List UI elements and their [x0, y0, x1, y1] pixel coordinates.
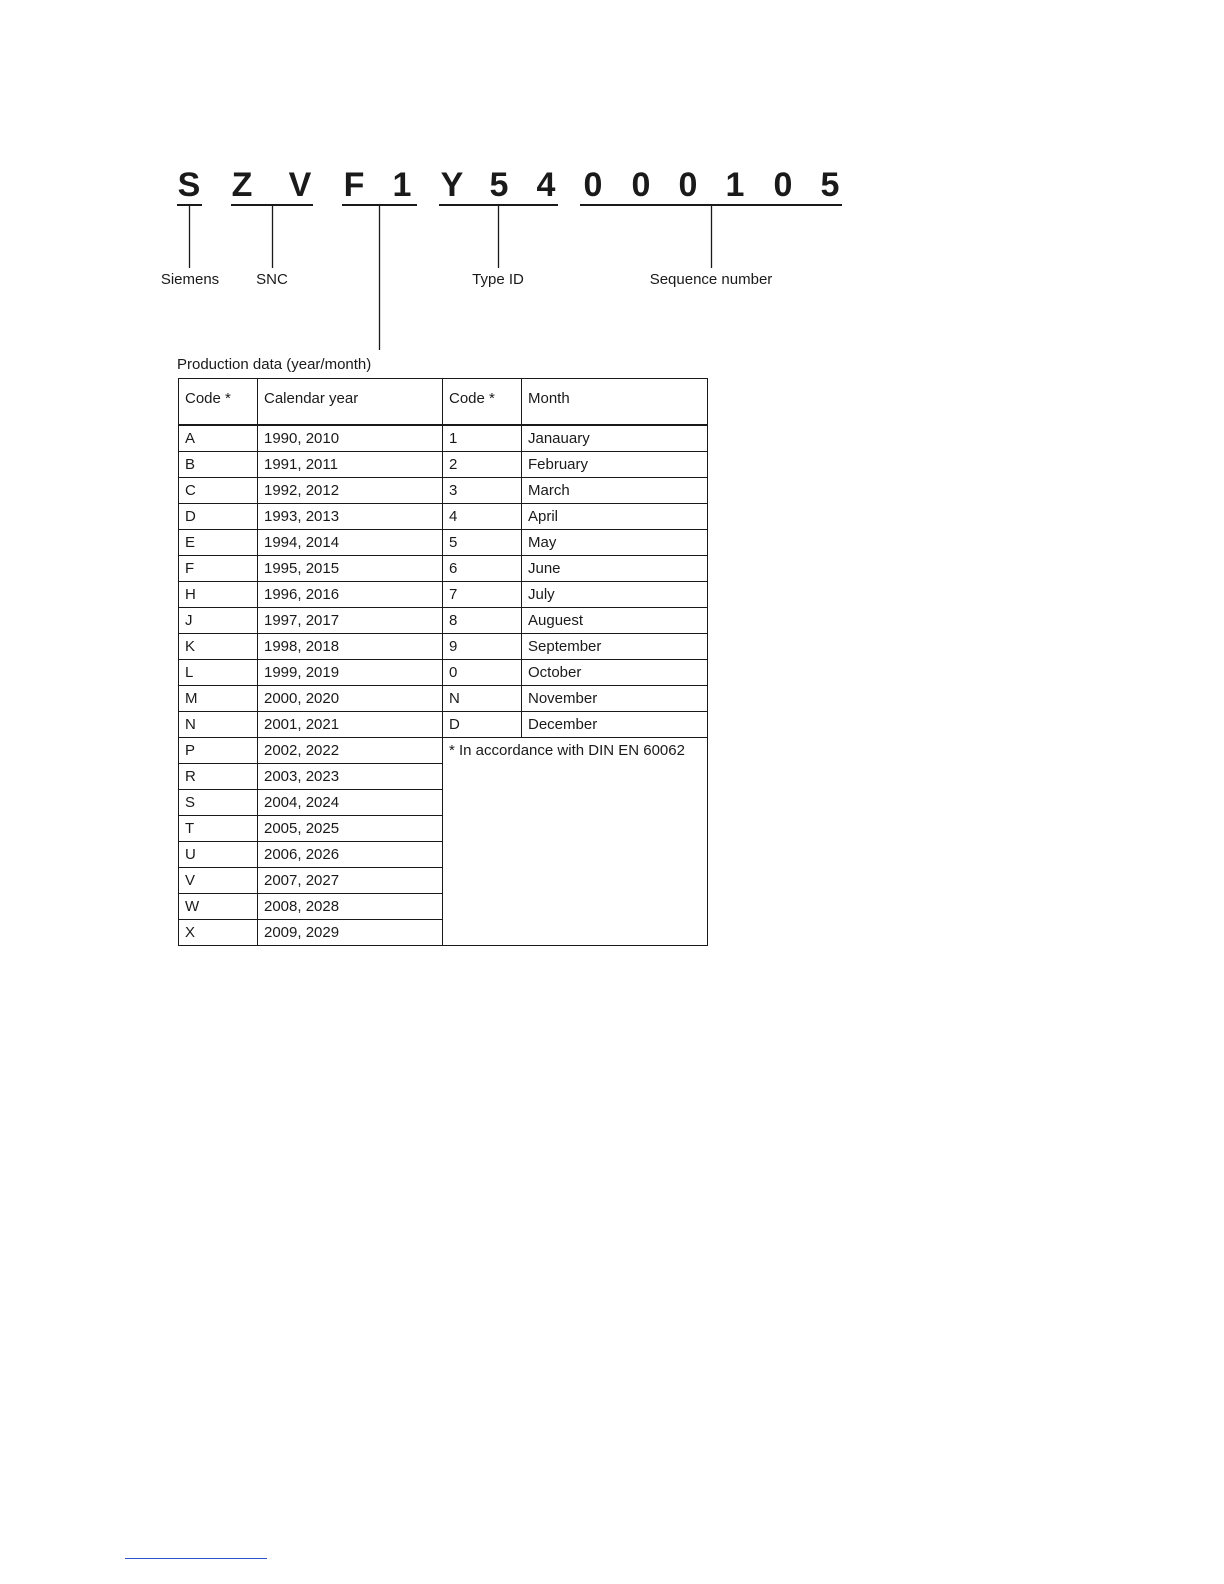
label-snc: SNC	[256, 271, 288, 288]
header-code-month: Code *	[443, 379, 522, 425]
table-row	[179, 451, 708, 477]
month-code-cell: D	[443, 711, 522, 737]
serial-char: 0	[678, 166, 698, 204]
month-code-cell: 4	[443, 503, 522, 529]
year-code-cell: N	[179, 711, 258, 737]
calendar-year-cell: 1995, 2015	[258, 555, 443, 581]
month-cell: September	[522, 633, 708, 659]
serial-char: F	[343, 166, 365, 204]
year-code-cell: T	[179, 815, 258, 841]
calendar-year-cell: 2009, 2029	[258, 919, 443, 945]
year-code-cell: S	[179, 789, 258, 815]
month-cell: Auguest	[522, 607, 708, 633]
label-siemens: Siemens	[160, 271, 220, 288]
production-code-table	[178, 378, 708, 946]
table-row	[179, 477, 708, 503]
month-code-cell: 0	[443, 659, 522, 685]
table-row	[179, 633, 708, 659]
month-code-cell: 8	[443, 607, 522, 633]
year-code-cell: K	[179, 633, 258, 659]
table-row	[179, 711, 708, 737]
serial-char: 4	[536, 166, 556, 204]
month-cell: April	[522, 503, 708, 529]
serial-char: 1	[392, 166, 412, 204]
year-code-cell: J	[179, 607, 258, 633]
month-cell: February	[522, 451, 708, 477]
calendar-year-cell: 2008, 2028	[258, 893, 443, 919]
calendar-year-cell: 2001, 2021	[258, 711, 443, 737]
calendar-year-cell: 2004, 2024	[258, 789, 443, 815]
serial-char: 0	[631, 166, 651, 204]
year-code-cell: E	[179, 529, 258, 555]
year-code-cell: X	[179, 919, 258, 945]
month-cell: July	[522, 581, 708, 607]
year-code-cell: L	[179, 659, 258, 685]
din-note: * In accordance with DIN EN 60062	[443, 737, 708, 945]
calendar-year-cell: 1990, 2010	[258, 425, 443, 452]
table-header-row	[179, 379, 708, 425]
year-code-cell: V	[179, 867, 258, 893]
month-code-cell: 2	[443, 451, 522, 477]
calendar-year-cell: 2000, 2020	[258, 685, 443, 711]
calendar-year-cell: 1999, 2019	[258, 659, 443, 685]
serial-char: V	[288, 166, 312, 204]
month-cell: November	[522, 685, 708, 711]
month-code-cell: 9	[443, 633, 522, 659]
calendar-year-cell: 1996, 2016	[258, 581, 443, 607]
year-code-cell: F	[179, 555, 258, 581]
calendar-year-cell: 2006, 2026	[258, 841, 443, 867]
table-row	[179, 581, 708, 607]
calendar-year-cell: 1998, 2018	[258, 633, 443, 659]
month-cell: June	[522, 555, 708, 581]
year-code-cell: P	[179, 737, 258, 763]
month-code-cell: 1	[443, 425, 522, 452]
table-row	[179, 685, 708, 711]
table-row	[179, 659, 708, 685]
year-code-cell: B	[179, 451, 258, 477]
serial-char: 0	[583, 166, 603, 204]
calendar-year-cell: 2003, 2023	[258, 763, 443, 789]
month-code-cell: 7	[443, 581, 522, 607]
table-row	[179, 607, 708, 633]
table-row	[179, 425, 708, 452]
footnote-separator	[125, 1558, 267, 1559]
serial-char: S	[177, 166, 201, 204]
calendar-year-cell: 1997, 2017	[258, 607, 443, 633]
year-code-cell: C	[179, 477, 258, 503]
table-row	[179, 503, 708, 529]
serial-char: 1	[725, 166, 745, 204]
month-code-cell: N	[443, 685, 522, 711]
header-calendar-year: Calendar year	[258, 379, 443, 425]
year-code-cell: U	[179, 841, 258, 867]
month-cell: May	[522, 529, 708, 555]
month-code-cell: 5	[443, 529, 522, 555]
month-code-cell: 3	[443, 477, 522, 503]
calendar-year-cell: 2005, 2025	[258, 815, 443, 841]
header-code-year: Code *	[179, 379, 258, 425]
calendar-year-cell: 1994, 2014	[258, 529, 443, 555]
calendar-year-cell: 2007, 2027	[258, 867, 443, 893]
table-row	[179, 529, 708, 555]
label-sequence-number: Sequence number	[649, 271, 773, 288]
month-code-cell: 6	[443, 555, 522, 581]
month-cell: October	[522, 659, 708, 685]
serial-number-diagram	[0, 0, 1224, 380]
year-code-cell: A	[179, 425, 258, 452]
serial-char: 5	[820, 166, 840, 204]
production-data-title: Production data (year/month)	[177, 356, 372, 373]
month-cell: December	[522, 711, 708, 737]
year-code-cell: R	[179, 763, 258, 789]
table-row	[179, 737, 708, 763]
year-code-cell: D	[179, 503, 258, 529]
calendar-year-cell: 1993, 2013	[258, 503, 443, 529]
calendar-year-cell: 1991, 2011	[258, 451, 443, 477]
table-row	[179, 555, 708, 581]
header-month: Month	[522, 379, 708, 425]
year-code-cell: W	[179, 893, 258, 919]
serial-char: Z	[231, 166, 253, 204]
calendar-year-cell: 2002, 2022	[258, 737, 443, 763]
month-cell: March	[522, 477, 708, 503]
serial-char: 5	[489, 166, 509, 204]
month-cell: Janauary	[522, 425, 708, 452]
serial-char: Y	[440, 166, 464, 204]
year-code-cell: H	[179, 581, 258, 607]
label-type-id: Type ID	[472, 271, 524, 288]
year-code-cell: M	[179, 685, 258, 711]
serial-char: 0	[773, 166, 793, 204]
calendar-year-cell: 1992, 2012	[258, 477, 443, 503]
